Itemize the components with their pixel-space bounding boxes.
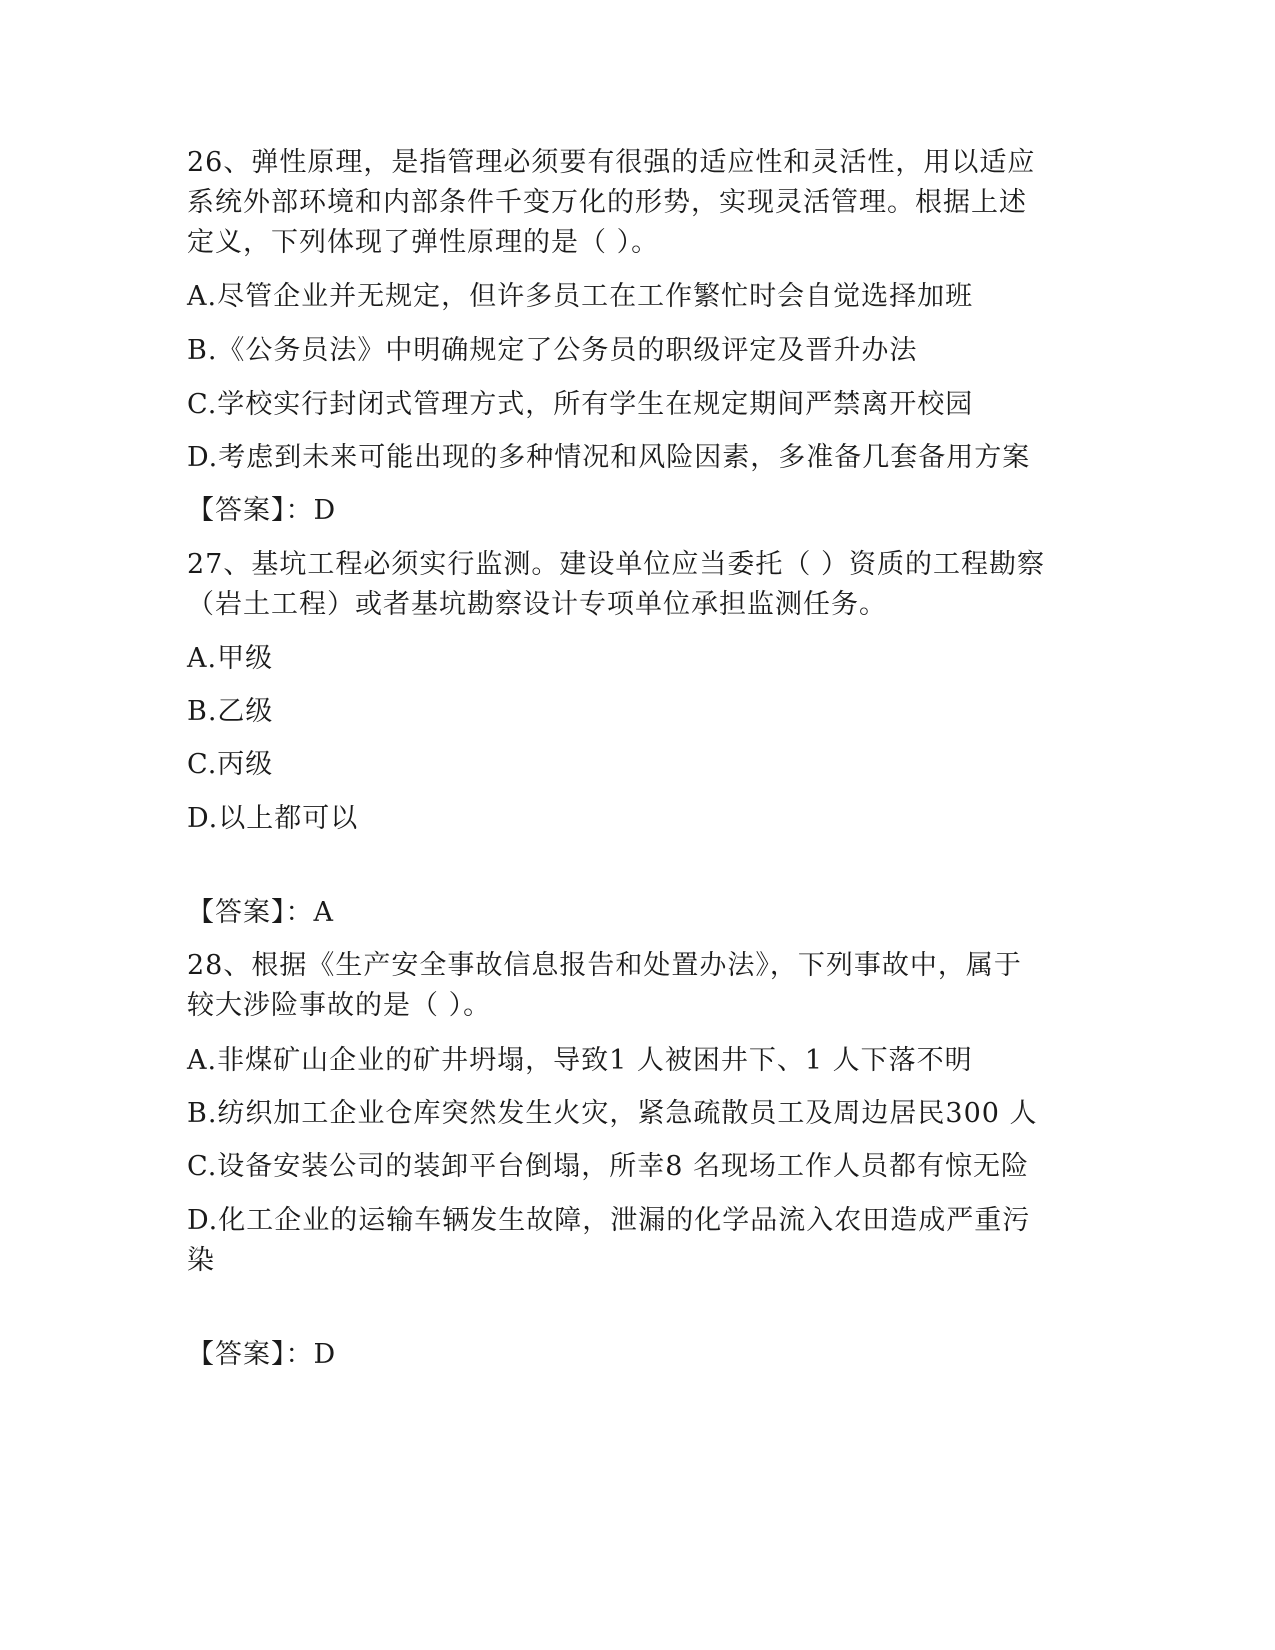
question-26-stem-line-3: 定义，下列体现了弹性原理的是（ ）。 xyxy=(187,227,660,258)
question-26-answer: 【答案】：D xyxy=(187,495,337,526)
question-27-stem-line-2: （岩土工程）或者基坑勘察设计专项单位承担监测任务。 xyxy=(187,589,887,620)
question-28-stem-line-1: 28、根据《生产安全事故信息报告和处置办法》，下列事故中，属于 xyxy=(187,950,1022,981)
question-27-option-d: D.以上都可以 xyxy=(187,803,359,834)
question-26-option-c: C.学校实行封闭式管理方式，所有学生在规定期间严禁离开校园 xyxy=(187,389,974,420)
question-26-stem-line-1: 26、弹性原理，是指管理必须要有很强的适应性和灵活性，用以适应 xyxy=(187,147,1036,178)
question-28-stem-line-2: 较大涉险事故的是（ ）。 xyxy=(187,990,492,1021)
question-28-option-c: C.设备安装公司的装卸平台倒塌，所幸8 名现场工作人员都有惊无险 xyxy=(187,1151,1030,1182)
question-26-option-b: B.《公务员法》中明确规定了公务员的职级评定及晋升办法 xyxy=(187,335,918,366)
question-28-option-a: A.非煤矿山企业的矿井坍塌，导致1 人被困井下、1 人下落不明 xyxy=(187,1045,973,1076)
question-26-option-d: D.考虑到未来可能出现的多种情况和风险因素，多准备几套备用方案 xyxy=(187,442,1031,473)
question-28-option-b: B.纺织加工企业仓库突然发生火灾，紧急疏散员工及周边居民300 人 xyxy=(187,1098,1038,1129)
question-26-stem-line-2: 系统外部环境和内部条件千变万化的形势，实现灵活管理。根据上述 xyxy=(187,187,1027,218)
question-28-option-d: D.化工企业的运输车辆发生故障，泄漏的化学品流入农田造成严重污 xyxy=(187,1205,1031,1236)
question-28-answer: 【答案】：D xyxy=(187,1339,337,1370)
question-27-answer: 【答案】：A xyxy=(187,897,334,928)
question-27-option-b: B.乙级 xyxy=(187,696,274,727)
question-27-option-c: C.丙级 xyxy=(187,749,274,780)
question-28-option-d-continuation: 染 xyxy=(187,1245,215,1276)
question-27-stem-line-1: 27、基坑工程必须实行监测。建设单位应当委托（ ）资质的工程勘察 xyxy=(187,549,1045,580)
question-26-option-a: A.尽管企业并无规定，但许多员工在工作繁忙时会自觉选择加班 xyxy=(187,281,974,312)
question-27-option-a: A.甲级 xyxy=(187,643,274,674)
